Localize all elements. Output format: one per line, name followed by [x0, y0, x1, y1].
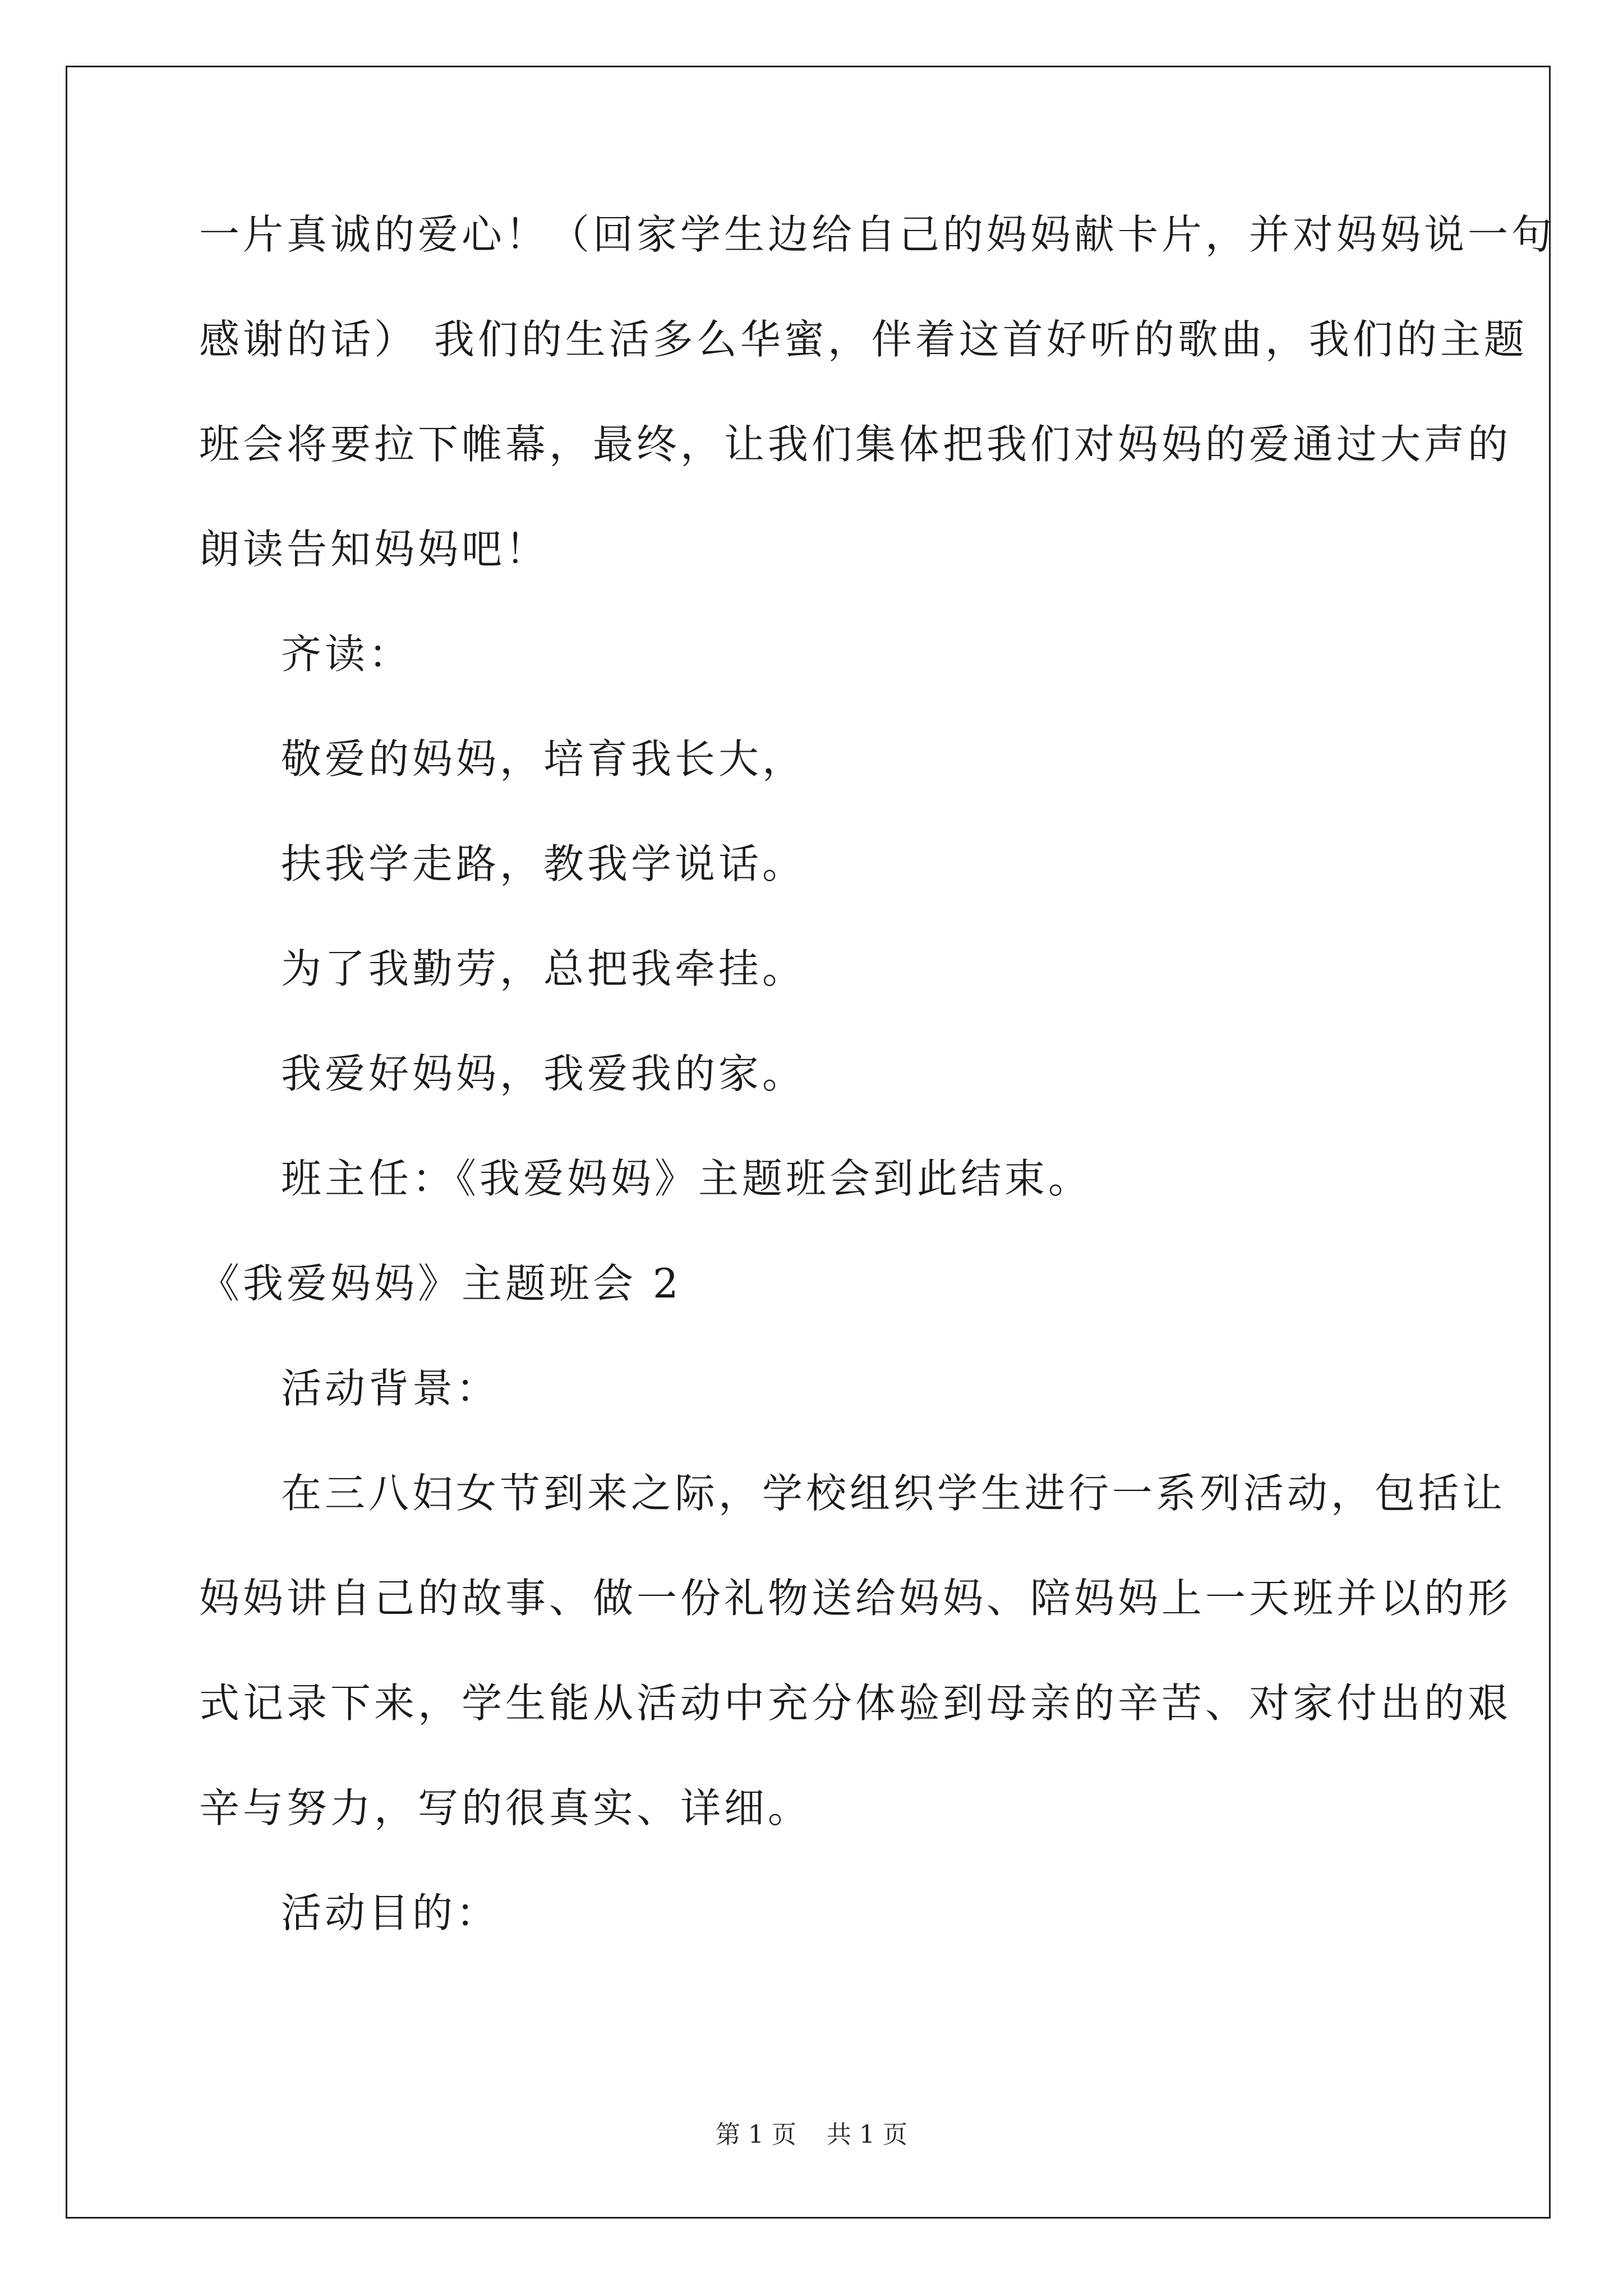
text-line: 齐读：	[281, 631, 413, 678]
text-line: 式记录下来，学生能从活动中充分体验到母亲的辛苦、对家付出的艰	[199, 1680, 1512, 1727]
text-line: 我爱好妈妈，我爱我的家。	[281, 1050, 806, 1097]
page-total: 共 1 页	[827, 2120, 907, 2149]
section-heading: 《我爱妈妈》主题班会 2	[199, 1260, 682, 1307]
text-line: 扶我学走路，教我学说话。	[281, 840, 806, 887]
text-line: 妈妈讲自己的故事、做一份礼物送给妈妈、陪妈妈上一天班并以的形	[199, 1575, 1512, 1622]
text-line: 感谢的话） 我们的生活多么华蜜，伴着这首好听的歌曲，我们的主题	[199, 316, 1528, 363]
text-line: 敬爱的妈妈，培育我长大，	[281, 735, 806, 783]
text-line: 活动目的：	[281, 1889, 500, 1936]
document-body	[199, 208, 1556, 1940]
text-line: 在三八妇女节到来之际，学校组织学生进行一系列活动，包括让	[281, 1470, 1506, 1517]
text-line: 班主任：《我爱妈妈》主题班会到此结束。	[281, 1155, 1092, 1202]
text-line: 活动背景：	[281, 1365, 500, 1412]
text-line: 朗读告知妈妈吧！	[199, 526, 550, 573]
text-line: 为了我勤劳，总把我牵挂。	[281, 945, 806, 992]
text-line: 一片真诚的爱心！（回家学生边给自己的妈妈献卡片，并对妈妈说一句	[199, 211, 1556, 258]
text-line: 辛与努力，写的很真实、详细。	[199, 1784, 812, 1832]
page-footer	[0, 2118, 1623, 2152]
page-number: 第 1 页	[716, 2120, 796, 2149]
text-line: 班会将要拉下帷幕，最终，让我们集体把我们对妈妈的爱通过大声的	[199, 421, 1512, 468]
